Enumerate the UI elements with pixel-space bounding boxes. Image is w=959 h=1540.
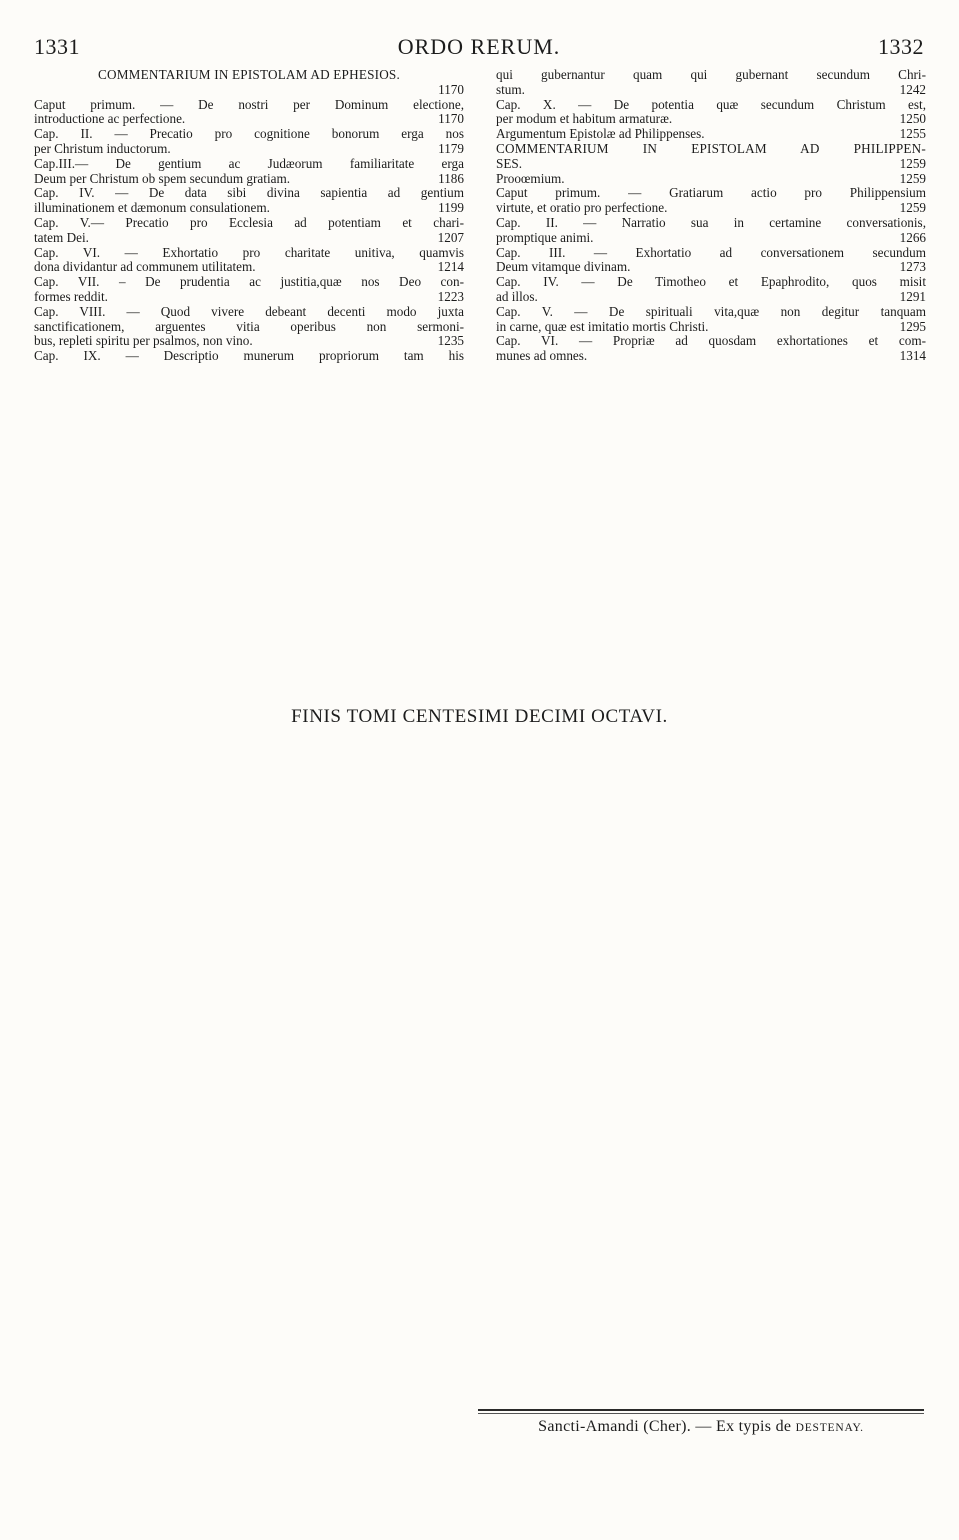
- toc-entry-line: [34, 201, 464, 216]
- toc-entry-line: [496, 83, 926, 98]
- toc-entry-page: 1255: [899, 127, 926, 142]
- toc-entry-page: 1223: [437, 289, 464, 304]
- toc-entry-text: Deum per Christum ob spem secundum gratiam.: [34, 171, 291, 186]
- toc-entry-text: tatem Dei.: [34, 230, 89, 245]
- toc-entry-text: Cap. II. — Narratio sua in certamine conversationis,: [496, 215, 926, 230]
- toc-entry-text: Cap. VIII. — Quod vivere debeant decenti modo juxta: [34, 304, 464, 319]
- running-title: ORDO RERUM.: [397, 34, 561, 59]
- toc-entry-text: stum.: [496, 82, 525, 97]
- toc-entry-line: [496, 68, 926, 83]
- toc-list: [496, 172, 926, 364]
- toc-entry-line: [496, 127, 926, 142]
- toc-entry-text: Cap. IV. — De data sibi divina sapientia ad gentium: [34, 186, 464, 201]
- toc-entry-page: 1214: [437, 260, 464, 275]
- toc-entry-line: [496, 172, 926, 187]
- toc-entry-text: Cap.III.— De gentium ac Judæorum familiaritate erga: [34, 156, 464, 171]
- toc-entry-text: Caput primum. — De nostri per Dominum electione,: [34, 97, 464, 112]
- toc-entry-line: [34, 275, 464, 290]
- toc-entry-page: 1259: [899, 201, 926, 216]
- toc-entry-line: [496, 231, 926, 246]
- toc-entry-text: Cap. II. — Precatio pro cognitione bonorum erga nos: [34, 127, 464, 142]
- toc-entry-text: virtute, et oratio pro perfectione.: [496, 201, 668, 216]
- toc-entry-line: [34, 216, 464, 231]
- imprint-printer: DESTENAY.: [795, 1422, 864, 1434]
- toc-entry-page: 1199: [438, 201, 464, 216]
- toc-entry-line: [496, 334, 926, 349]
- toc-entry-line: [34, 260, 464, 275]
- toc-entry-page: 1186: [438, 171, 464, 186]
- section-title-ephesios: COMMENTARIUM IN EPISTOLAM AD EPHESIOS.: [98, 67, 400, 82]
- toc-entry-line: [34, 290, 464, 305]
- toc-entry-page: 1259: [899, 171, 926, 186]
- toc-entry-text: in carne, quæ est imitatio mortis Christi.: [496, 319, 709, 334]
- toc-entry-page: 1179: [438, 141, 464, 156]
- toc-entry-line: [34, 231, 464, 246]
- toc-entry-line: [496, 98, 926, 113]
- toc-entry-line: [34, 320, 464, 335]
- toc-entry-page: 1242: [899, 82, 926, 97]
- toc-entry-line: [34, 334, 464, 349]
- toc-entry-text: Cap. VII. – De prudentia ac justitia,quæ nos Deo con-: [34, 275, 464, 290]
- toc-entry-page: 1295: [899, 319, 926, 334]
- toc-entry-text: introductione ac perfectione.: [34, 112, 186, 127]
- toc-entry-page: 1266: [899, 230, 926, 245]
- toc-entry-text: Caput primum. — Gratiarum actio pro Philippensium: [496, 186, 926, 201]
- toc-entry-text: Cap. III. — Exhortatio ad conversationem secundum: [496, 245, 926, 260]
- footer-rule: [478, 1409, 924, 1411]
- toc-entry-line: [34, 186, 464, 201]
- toc-entry-line: [34, 246, 464, 261]
- toc-entry-text: per modum et habitum armaturæ.: [496, 112, 673, 127]
- toc-entry-line: [496, 275, 926, 290]
- toc-list: [496, 68, 926, 142]
- toc-entry-page: 1170: [438, 112, 464, 127]
- toc-entry-text: qui gubernantur quam qui gubernant secundum Chri-: [496, 68, 926, 82]
- toc-entry-text: Cap. IX. — Descriptio munerum propriorum tam his: [34, 349, 464, 364]
- toc-entry-page: 1291: [899, 289, 926, 304]
- toc-entry-page: 1207: [437, 230, 464, 245]
- section-title-continued: SES. 1259: [496, 156, 926, 171]
- toc-entry-line: [496, 186, 926, 201]
- toc-entry-line: [496, 112, 926, 127]
- right-column: [496, 68, 926, 364]
- page-number-left: 1331: [34, 34, 80, 59]
- toc-entry-text: Cap. IV. — De Timotheo et Epaphrodito, quos misit: [496, 275, 926, 290]
- left-column: [34, 68, 464, 364]
- toc-entry-line: [496, 305, 926, 320]
- toc-entry-line: [496, 201, 926, 216]
- toc-entry-line: [496, 216, 926, 231]
- toc-entry-line: [34, 305, 464, 320]
- toc-entry-line: [496, 290, 926, 305]
- toc-entry-text: ad illos.: [496, 289, 538, 304]
- toc-entry-line: [34, 98, 464, 113]
- toc-entry-page: 1314: [899, 349, 926, 364]
- toc-entry-text: munes ad omnes.: [496, 349, 588, 364]
- toc-entry-text: Cap. VI. — Exhortatio pro charitate unitiva, quamvis: [34, 245, 464, 260]
- section-page: 1170: [438, 82, 464, 97]
- toc-entry-line: [496, 260, 926, 275]
- printer-imprint: [478, 1418, 924, 1436]
- toc-entry-line: [34, 127, 464, 142]
- imprint-place: Sancti-Amandi (Cher). — Ex typis de: [538, 1418, 796, 1435]
- toc-entry-line: [34, 142, 464, 157]
- toc-entry-text: Deum vitamque divinam.: [496, 260, 631, 275]
- toc-entry-text: Cap. X. — De potentia quæ secundum Christum est,: [496, 97, 926, 112]
- toc-entry-line: [496, 246, 926, 261]
- toc-entry-line: [34, 349, 464, 364]
- toc-list: [34, 98, 464, 364]
- toc-entry-page: 1235: [437, 334, 464, 349]
- toc-entry-text: Prooœmium.: [496, 171, 565, 186]
- toc-entry-line: [496, 320, 926, 335]
- toc-entry-text: Cap. V. — De spirituali vita,quæ non degitur tanquam: [496, 304, 926, 319]
- toc-entry-text: Cap. VI. — Propriæ ad quosdam exhortationes et com-: [496, 334, 926, 349]
- toc-entry-text: sanctificationem, arguentes vitia operibus non sermoni-: [34, 319, 464, 334]
- toc-entry-text: Cap. V.— Precatio pro Ecclesia ad potentiam et chari-: [34, 215, 464, 230]
- toc-entry-text: illuminationem et dæmonum consulationem.: [34, 201, 270, 216]
- toc-entry-text: per Christum inductorum.: [34, 141, 171, 156]
- toc-entry-text: dona dividantur ad communem utilitatem.: [34, 260, 256, 275]
- finis-statement: FINIS TOMI CENTESIMI DECIMI OCTAVI.: [291, 706, 668, 727]
- footer-rule-thin: [478, 1413, 924, 1414]
- toc-entry-page: 1250: [899, 112, 926, 127]
- toc-entry-line: [34, 172, 464, 187]
- toc-entry-text: Argumentum Epistolæ ad Philippenses.: [496, 127, 705, 142]
- toc-entry-line: [34, 112, 464, 127]
- section-title-philippenses: COMMENTARIUM IN EPISTOLAM AD PHILIPPEN-: [496, 140, 926, 156]
- toc-entry-text: bus, repleti spiritu per psalmos, non vino.: [34, 334, 253, 349]
- page-number-right: 1332: [878, 34, 924, 59]
- toc-entry-text: formes reddit.: [34, 289, 108, 304]
- page-header: [34, 34, 924, 62]
- toc-entry-line: [34, 157, 464, 172]
- toc-entry-line: [496, 349, 926, 364]
- toc-entry-page: 1273: [899, 260, 926, 275]
- toc-entry-text: promptique animi.: [496, 230, 594, 245]
